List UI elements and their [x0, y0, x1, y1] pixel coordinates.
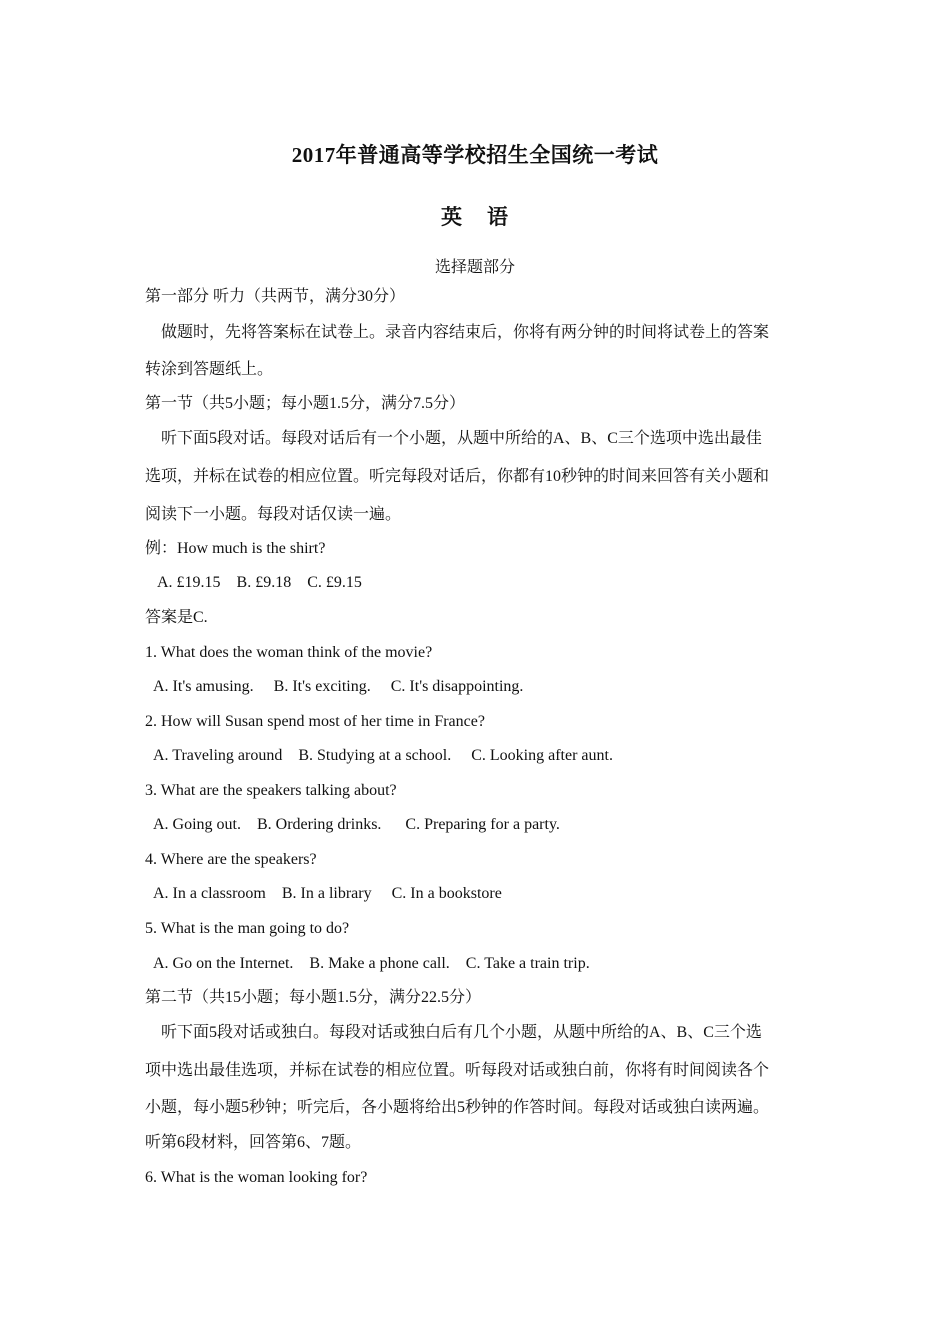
question-3: 3. What are the speakers talking about?: [145, 782, 397, 799]
question-5: 5. What is the man going to do?: [145, 920, 350, 937]
section2-instr-line3: 小题，每小题5秒钟；听完后，各小题将给出5秒钟的作答时间。每段对话或独白读两遍。: [145, 1099, 770, 1116]
subject-char-1: 英: [441, 205, 463, 229]
question-2: 2. How will Susan spend most of her time in France?: [145, 713, 485, 730]
question-1: 1. What does the woman think of the movie?: [145, 644, 433, 661]
section1-instr-line2: 选项，并标在试卷的相应位置。听完每段对话后，你都有10秒钟的时间来回答有关小题和: [145, 468, 770, 485]
question-1-options: A. It's amusing. B. It's exciting. C. It's disappointing.: [153, 678, 524, 695]
section2-instr-line2: 项中选出最佳选项，并标在试卷的相应位置。听每段对话或独白前，你将有时间阅读各个: [145, 1062, 770, 1079]
section2-material: 听第6段材料，回答第6、7题。: [145, 1134, 362, 1151]
section1-instr-line3: 阅读下一小题。每段对话仅读一遍。: [145, 506, 402, 523]
example-answer: 答案是C.: [145, 609, 208, 626]
question-6: 6. What is the woman looking for?: [145, 1169, 368, 1186]
question-4: 4. Where are the speakers?: [145, 851, 317, 868]
part1-intro-line1: 做题时，先将答案标在试卷上。录音内容结束后，你将有两分钟的时间将试卷上的答案: [161, 324, 770, 341]
question-4-options: A. In a classroom B. In a library C. In a bookstore: [153, 885, 502, 902]
page-title: 2017年普通高等学校招生全国统一考试: [291, 143, 659, 167]
part1-intro-line2: 转涂到答题纸上。: [145, 361, 274, 378]
subject-heading: [0, 201, 950, 231]
subject-char-2: 语: [487, 205, 509, 229]
example-question: 例：How much is the shirt?: [145, 540, 326, 557]
part1-heading: 第一部分 听力（共两节，满分30分）: [145, 288, 406, 305]
section2-instr-line1: 听下面5段对话或独白。每段对话或独白后有几个小题，从题中所给的A、B、C三个选: [161, 1024, 762, 1041]
question-2-options: A. Traveling around B. Studying at a school. C. Looking after aunt.: [153, 747, 613, 764]
question-5-options: A. Go on the Internet. B. Make a phone call. C. Take a train trip.: [153, 955, 590, 972]
example-options: A. £19.15 B. £9.18 C. £9.15: [157, 574, 362, 591]
section-label: 选择题部分: [434, 259, 515, 276]
section1-instr-line1: 听下面5段对话。每段对话后有一个小题，从题中所给的A、B、C三个选项中选出最佳: [161, 430, 762, 447]
question-3-options: A. Going out. B. Ordering drinks. C. Preparing for a party.: [153, 816, 560, 833]
section1-heading: 第一节（共5小题；每小题1.5分，满分7.5分）: [145, 395, 466, 412]
section2-heading: 第二节（共15小题；每小题1.5分，满分22.5分）: [145, 989, 482, 1006]
